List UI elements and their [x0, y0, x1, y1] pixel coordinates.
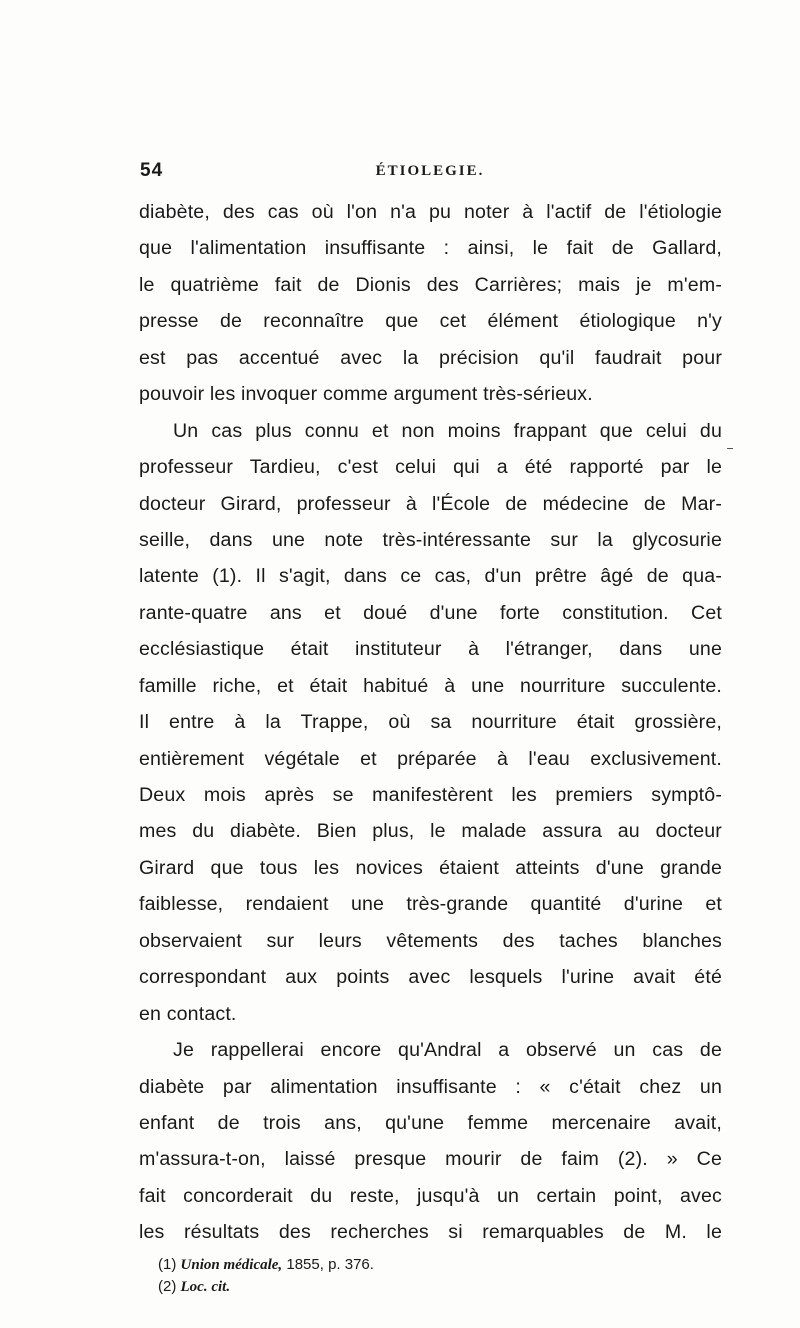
footnote [158, 1254, 718, 1276]
page-header [140, 160, 720, 190]
text-line: latente (1). Il s'agit, dans ce cas, d'un prêtre âgé de qua- [139, 565, 722, 588]
footnote-source: Union médicale, [180, 1257, 283, 1273]
text-line: enfant de trois ans, qu'une femme mercenaire avait, [139, 1111, 722, 1134]
text-line: Girard que tous les novices étaient atteints d'une grande [139, 856, 722, 879]
text-line: pouvoir les invoquer comme argument très-sérieux. [139, 383, 593, 406]
text-line: fait concorderait du reste, jusqu'à un certain point, avec [139, 1184, 722, 1207]
running-head: ÉTIOLEGIE. [375, 163, 485, 179]
text-line: mes du diabète. Bien plus, le malade assura au docteur [139, 820, 722, 843]
text-line: faiblesse, rendaient une très-grande quantité d'urine et [139, 893, 722, 916]
body-text [139, 194, 722, 1251]
text-line: m'assura-t-on, laissé presque mourir de faim (2). » Ce [139, 1148, 722, 1171]
footnote-source: Loc. cit. [180, 1279, 231, 1295]
footnotes [158, 1254, 718, 1298]
footnote-reference: 1855, p. 376. [286, 1256, 374, 1273]
text-line: diabète par alimentation insuffisante : « c'était chez un [139, 1075, 722, 1098]
text-line: les résultats des recherches si remarquables de M. le [139, 1221, 722, 1244]
footnote [158, 1276, 718, 1298]
text-line: professeur Tardieu, c'est celui qui a été rapporté par le [139, 456, 722, 479]
paragraph-start-line: Je rappellerai encore qu'Andral a observé un cas de [173, 1039, 722, 1062]
paragraph-start-line: Un cas plus connu et non moins frappant que celui du [173, 419, 722, 442]
text-line: que l'alimentation insuffisante : ainsi, le fait de Gallard, [139, 237, 722, 260]
text-line: correspondant aux points avec lesquels l'urine avait été [139, 966, 722, 989]
footnote-marker: (1) [158, 1256, 177, 1273]
text-line: entièrement végétale et préparée à l'eau exclusivement. [139, 747, 722, 770]
text-line: diabète, des cas où l'on n'a pu noter à l'actif de l'étiologie [139, 201, 722, 223]
text-line: en contact. [139, 1002, 237, 1025]
text-line: seille, dans une note très-intéressante sur la glycosurie [139, 528, 722, 551]
text-line: observaient sur leurs vêtements des taches blanches [139, 929, 722, 952]
footnote-marker: (2) [158, 1278, 177, 1295]
text-line: presse de reconnaître que cet élément étiologique n'y [139, 310, 722, 333]
text-line: ecclésiastique était instituteur à l'étranger, dans une [139, 638, 722, 661]
text-line: est pas accentué avec la précision qu'il faudrait pour [139, 346, 722, 369]
text-line: rante-quatre ans et doué d'une forte constitution. Cet [139, 601, 722, 624]
text-line: famille riche, et était habitué à une nourriture succulente. [139, 674, 722, 697]
text-line: le quatrième fait de Dionis des Carrières; mais je m'em- [139, 273, 722, 296]
hyphen-margin-mark [727, 448, 733, 449]
text-line: Il entre à la Trappe, où sa nourriture était grossière, [139, 711, 722, 734]
text-line: docteur Girard, professeur à l'École de médecine de Mar- [139, 492, 722, 515]
text-line: Deux mois après se manifestèrent les premiers symptô- [139, 784, 722, 806]
page-number: 54 [140, 160, 164, 181]
